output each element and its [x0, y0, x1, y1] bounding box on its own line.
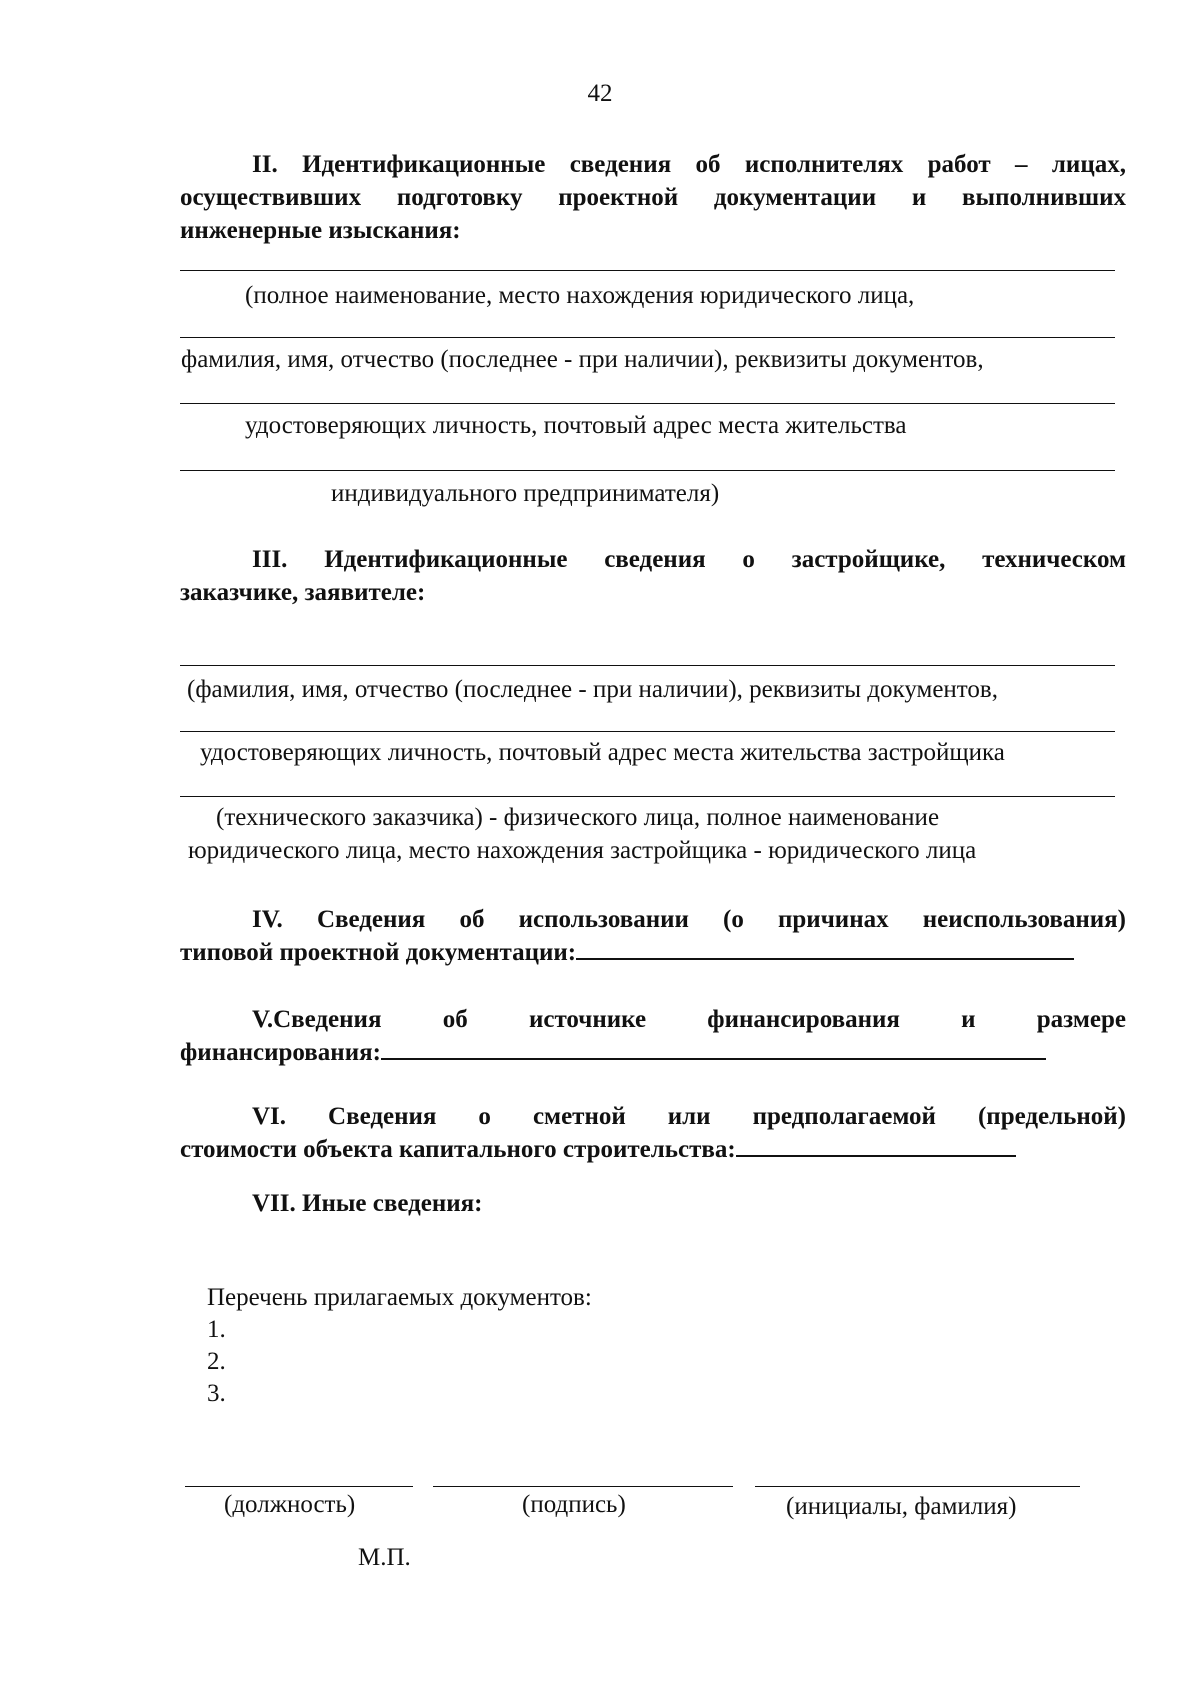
section-4-fill-line[interactable]: [576, 957, 1074, 960]
section-5-line-2: финансирования:: [180, 1039, 381, 1066]
section-3-heading: [180, 543, 1126, 609]
section-5-heading: [180, 1003, 1126, 1069]
section-2-blank-line-3[interactable]: [180, 403, 1115, 404]
section-2-blank-line-2[interactable]: [180, 337, 1115, 338]
section-2-caption-1: (полное наименование, место нахождения юридического лица,: [245, 282, 915, 309]
section-2-line-1: II. Идентификационные сведения об исполнителях работ – лицах,: [252, 151, 1126, 178]
section-6-fill-line[interactable]: [736, 1154, 1016, 1157]
seal-label: М.П.: [358, 1544, 411, 1571]
list-item: 2.: [207, 1348, 226, 1375]
list-item: 1.: [207, 1316, 226, 1343]
section-7-heading: [180, 1187, 1126, 1220]
section-5-line-1: V.Сведения об источнике финансирования и размере: [252, 1006, 1126, 1033]
section-3-blank-line-3[interactable]: [180, 796, 1115, 797]
section-6-heading: [180, 1100, 1126, 1166]
section-3-caption-2: удостоверяющих личность, почтовый адрес места жительства застройщика: [200, 739, 1005, 766]
section-3-line-1: III. Идентификационные сведения о застройщике, техническом: [252, 546, 1126, 573]
attachments-title: Перечень прилагаемых документов:: [207, 1284, 592, 1311]
attachments-list: [207, 1282, 592, 1410]
section-2-caption-4: индивидуального предпринимателя): [331, 480, 720, 507]
section-3-caption-3: (технического заказчика) - физического лица, полное наименование: [216, 804, 940, 831]
signature-line[interactable]: [433, 1486, 733, 1487]
section-2-caption-3: удостоверяющих личность, почтовый адрес места жительства: [245, 412, 907, 439]
section-6-line-2: стоимости объекта капитального строительства:: [180, 1136, 736, 1163]
list-item: 3.: [207, 1380, 226, 1407]
section-6-line-1: VI. Сведения о сметной или предполагаемой (предельной): [252, 1103, 1126, 1130]
section-2-blank-line-1[interactable]: [180, 270, 1115, 271]
section-4-heading: [180, 903, 1126, 969]
section-3-caption-1: (фамилия, имя, отчество (последнее - при наличии), реквизиты документов,: [187, 676, 998, 703]
section-2-line-2: осуществивших подготовку проектной документации и выполнивших: [180, 184, 1126, 211]
signature-label: (подпись): [522, 1491, 626, 1518]
name-line[interactable]: [755, 1486, 1080, 1487]
section-3-caption-4: юридического лица, место нахождения застройщика - юридического лица: [188, 837, 977, 864]
section-4-line-1: IV. Сведения об использовании (о причинах неиспользования): [252, 906, 1126, 933]
section-2-caption-2: фамилия, имя, отчество (последнее - при наличии), реквизиты документов,: [181, 346, 984, 373]
section-4-line-2: типовой проектной документации:: [180, 939, 577, 966]
section-3-blank-line-1[interactable]: [180, 665, 1115, 666]
name-label: (инициалы, фамилия): [786, 1493, 1017, 1520]
section-5-fill-line[interactable]: [381, 1057, 1046, 1060]
section-2-heading: [180, 148, 1126, 247]
page-number: 42: [587, 80, 613, 107]
position-line[interactable]: [185, 1486, 413, 1487]
section-3-line-2: заказчике, заявителе:: [180, 579, 426, 606]
section-2-line-3: инженерные изыскания:: [180, 217, 461, 244]
section-2-blank-line-4[interactable]: [180, 470, 1115, 471]
position-label: (должность): [224, 1491, 356, 1518]
section-3-blank-line-2[interactable]: [180, 731, 1115, 732]
section-7-title: VII. Иные сведения:: [252, 1190, 483, 1217]
